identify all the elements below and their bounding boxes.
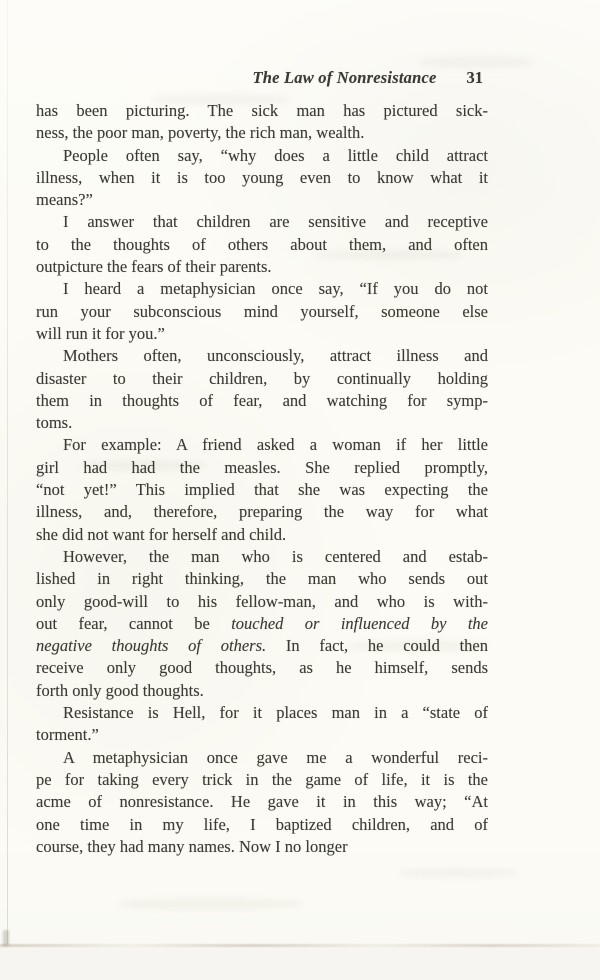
text-segment: acme of nonresistance. He gave it in this way; “At	[36, 792, 488, 812]
text-segment: forth only good thoughts.	[36, 680, 204, 700]
page-number: 31	[466, 68, 483, 87]
text-segment: toms.	[36, 413, 73, 433]
paragraph	[36, 278, 488, 345]
text-segment: she did not want for herself and child.	[36, 524, 287, 544]
text-line	[36, 234, 488, 256]
text-segment: A metaphysician once gave me a wonderful reci-	[63, 747, 488, 767]
paragraph	[36, 345, 488, 434]
text-line	[36, 100, 488, 122]
text-line	[36, 412, 488, 434]
show-through-artifact	[398, 868, 518, 878]
text-segment: lished in right thinking, the man who sends out	[36, 569, 488, 589]
text-line	[36, 167, 488, 189]
text-line	[36, 145, 488, 167]
emphasized-text: negative thoughts of others.	[36, 636, 267, 656]
text-segment: Resistance is Hell, for it places man in a “state of	[63, 703, 488, 723]
text-segment: ness, the poor man, poverty, the rich man, wealth.	[36, 123, 365, 143]
text-segment: course, they had many names. Now I no longer	[36, 836, 348, 856]
text-line	[36, 747, 488, 769]
text-line	[36, 635, 488, 657]
text-segment: In fact, he could then	[266, 636, 488, 656]
text-segment: I answer that children are sensitive and receptive	[63, 212, 488, 232]
show-through-artifact	[118, 898, 303, 910]
text-line	[36, 323, 488, 345]
text-segment: one time in my life, I baptized children, and of	[36, 814, 488, 834]
chapter-title: The Law of Nonresistance	[252, 68, 437, 87]
text-segment: only good-will to his fellow-man, and who is with-	[36, 591, 488, 611]
text-segment: receive only good thoughts, as he himself, sends	[36, 658, 488, 678]
text-line	[36, 256, 488, 278]
text-line	[36, 568, 488, 590]
text-line	[36, 814, 488, 836]
text-line	[36, 724, 488, 746]
text-segment: illness, and, therefore, preparing the way for what	[36, 502, 488, 522]
page-left-edge	[7, 0, 8, 944]
text-line	[36, 769, 488, 791]
text-segment: pe for taking every trick in the game of life, it is the	[36, 769, 488, 789]
paragraph	[36, 546, 488, 702]
text-segment: means?”	[36, 190, 93, 210]
text-line	[36, 546, 488, 568]
text-segment: However, the man who is centered and estab-	[63, 546, 488, 566]
paragraph	[36, 100, 488, 145]
text-line	[36, 390, 488, 412]
text-segment: has been picturing. The sick man has pictured sick-	[36, 101, 488, 120]
text-line	[36, 524, 488, 546]
text-segment: illness, when it is too young even to know what it	[36, 167, 488, 187]
paragraph	[36, 702, 488, 747]
text-segment: People often say, “why does a little child attract	[63, 145, 488, 165]
text-line	[36, 613, 488, 635]
text-segment: Mothers often, unconsciously, attract illness and	[63, 346, 488, 366]
text-segment: them in thoughts of fear, and watching for symp-	[36, 390, 488, 410]
body-text	[36, 100, 488, 858]
text-segment: outpicture the fears of their parents.	[36, 257, 272, 277]
running-header	[36, 68, 483, 88]
text-segment: disaster to their children, by continually holding	[36, 368, 488, 388]
paragraph	[36, 145, 488, 212]
text-line	[36, 657, 488, 679]
paragraph	[36, 211, 488, 278]
emphasized-text: touched or influenced by the	[231, 613, 488, 633]
text-line	[36, 368, 488, 390]
paragraph	[36, 747, 488, 858]
text-line	[36, 122, 488, 144]
page-corner-mark	[3, 930, 9, 946]
text-segment: For example: A friend asked a woman if her little	[63, 435, 488, 455]
text-line	[36, 345, 488, 367]
text-segment: run your subconscious mind yourself, someone else	[36, 301, 488, 321]
text-line	[36, 501, 488, 523]
text-segment: out fear, cannot be	[36, 613, 232, 633]
show-through-artifact	[418, 56, 534, 68]
text-line	[36, 434, 488, 456]
text-line	[36, 278, 488, 300]
text-segment: girl had had the measles. She replied promptly,	[36, 457, 488, 477]
text-line	[36, 211, 488, 233]
text-line	[36, 479, 488, 501]
text-line	[36, 591, 488, 613]
text-segment: torment.”	[36, 725, 99, 745]
text-line	[36, 189, 488, 211]
text-line	[36, 301, 488, 323]
text-line	[36, 702, 488, 724]
text-line	[36, 791, 488, 813]
paragraph	[36, 434, 488, 545]
text-segment: to the thoughts of others about them, and often	[36, 234, 488, 254]
text-segment: will run it for you.”	[36, 323, 165, 343]
page-bottom-edge	[0, 944, 600, 947]
text-line	[36, 836, 488, 858]
text-segment: I heard a metaphysician once say, “If you do not	[63, 279, 488, 299]
text-line	[36, 457, 488, 479]
text-segment: “not yet!” This implied that she was expecting the	[36, 480, 488, 500]
text-line	[36, 680, 488, 702]
